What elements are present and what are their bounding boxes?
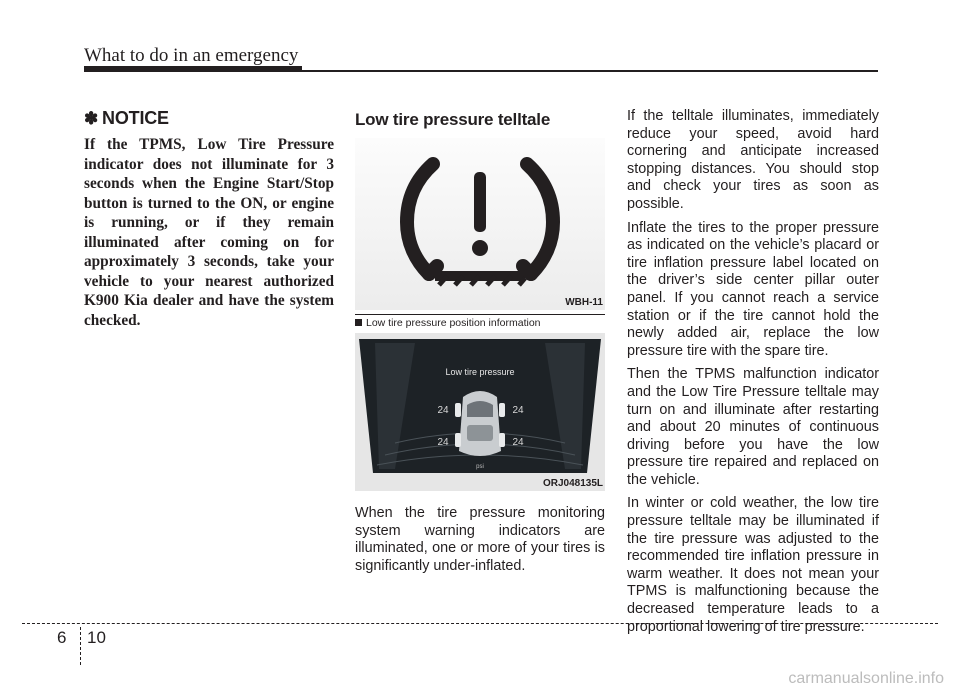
tpms-telltale-figure: [355, 138, 605, 310]
chapter-number: 6: [57, 628, 67, 647]
notice-heading: [84, 108, 334, 129]
figure2-caption-text: Low tire pressure position information: [366, 317, 541, 329]
section-heading: Low tire pressure telltale: [355, 110, 551, 129]
header-rule: [84, 70, 878, 72]
paragraph-4: In winter or cold weather, the low tire pressure telltale may be illuminated if the tire pressure was adjusted to the recommended tire inflation pressure in warm weather. It does not mean your TPMS is malfunctioning because the decreased temperature leads to a proportional lowering of tire pressure.: [627, 495, 879, 635]
tire-rr-value: 24: [512, 437, 524, 448]
pressure-unit: psi: [476, 464, 484, 470]
page-number: 10: [87, 628, 106, 647]
paragraph-3: Then the TPMS malfunction indicator and the Low Tire Pressure telltale may turn on and illuminate after restarting and about 20 minutes of continuous driving before you have the low pressure tire repaired and replaced on the vehicle.: [627, 366, 879, 488]
footer-rule: [22, 623, 938, 624]
caption-square-icon: [355, 319, 362, 326]
paragraph-1: If the telltale illuminates, immediately reduce your speed, avoid hard cornering and anticipate increased stopping distances. You should stop and check your tires as soon as possible.: [627, 108, 879, 212]
cluster-title: Low tire pressure: [445, 367, 515, 377]
notice-star-icon: ✽: [84, 109, 99, 128]
notice-heading-text: NOTICE: [102, 108, 169, 128]
telltale-body: When the tire pressure monitoring system warning indicators are illuminated, one or more of your tires is significantly under-inflated.: [355, 505, 605, 574]
running-header: What to do in an emergency: [84, 45, 299, 66]
footer-divider: [80, 627, 81, 665]
watermark: carmanualsonline.info: [788, 670, 944, 687]
notice-column: [84, 108, 334, 330]
cluster-display-figure: [355, 333, 605, 491]
tire-fr-value: 24: [512, 405, 524, 416]
figure1-code: WBH-11: [565, 297, 603, 308]
tire-rl-value: 24: [437, 437, 449, 448]
notice-body: If the TPMS, Low Tire Pressure indicator does not illuminate for 3 seconds when the Engine Start/Stop button is turned to the ON, or engine is running, or if they remain illuminated after coming on for approximately 3 seconds, take your vehicle to your nearest authorized K900 Kia dealer and have the system checked.: [84, 136, 334, 329]
figure2-caption: [355, 314, 605, 329]
figure2-code: ORJ048135L: [542, 478, 603, 489]
tire-fl-value: 24: [437, 405, 449, 416]
tpms-warning-icon: [355, 138, 605, 310]
telltale-column: [355, 108, 605, 575]
cluster-display: [355, 333, 605, 491]
paragraph-2: Inflate the tires to the proper pressure as indicated on the vehicle’s placard or tire inflation pressure label located on the driver’s side center pillar outer panel. If you cannot reach a service station or if the tire cannot hold the newly added air, replace the low pressure tire with the spare tire.: [627, 219, 879, 359]
instructions-column: [627, 108, 879, 636]
